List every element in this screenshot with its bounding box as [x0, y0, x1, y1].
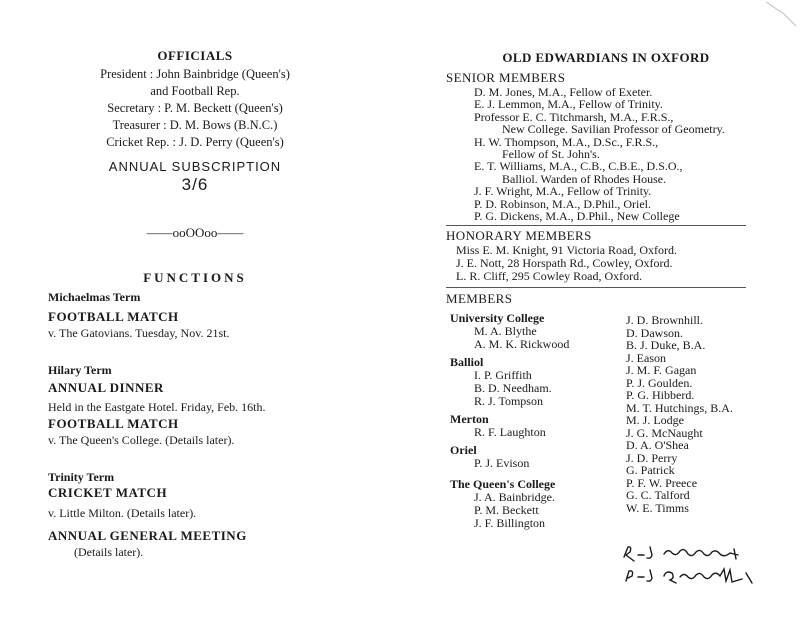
members-by-college	[446, 309, 626, 530]
member-name: B. J. Duke, B.A.	[626, 338, 706, 353]
member-name: G. C. Talford	[626, 488, 690, 503]
member-name: I. P. Griffith	[474, 368, 532, 383]
term-heading: Trinity Term	[48, 470, 115, 484]
subscription-amount: 3/6	[181, 175, 209, 194]
member-name: R. J. Tompson	[474, 394, 543, 409]
senior-member: P. D. Robinson, M.A., D.Phil., Oriel.	[474, 196, 652, 211]
official-secretary: Secretary : P. M. Beckett (Queen's)	[107, 101, 283, 115]
member-name: D. A. O'Shea	[626, 438, 689, 453]
member-name: P. F. W. Preece	[626, 475, 698, 490]
michaelmas-section	[40, 290, 370, 341]
member-name: J. M. F. Gagan	[626, 363, 697, 378]
senior-member: P. G. Dickens, M.A., D.Phil., New College	[474, 209, 680, 224]
member-name: G. Patrick	[626, 463, 675, 478]
member-name: M. J. Lodge	[626, 413, 684, 428]
officials-list	[40, 66, 350, 151]
left-panel	[40, 48, 370, 560]
event-detail: v. The Queen's College. (Details later).	[48, 433, 235, 447]
senior-member: J. F. Wright, M.A., Fellow of Trinity.	[474, 184, 652, 199]
official-president-cont: and Football Rep.	[150, 84, 240, 98]
officials-title: OFFICIALS	[157, 48, 233, 63]
member-name: W. E. Timms	[626, 500, 689, 515]
functions-title: FUNCTIONS	[143, 270, 247, 285]
college-heading: Merton	[450, 412, 489, 427]
member-name: P. J. Evison	[474, 456, 530, 471]
member-name: J. Eason	[626, 350, 666, 365]
honorary-members-heading: HONORARY MEMBERS	[446, 228, 592, 244]
members-heading: MEMBERS	[446, 291, 513, 307]
senior-members-list	[446, 86, 776, 222]
member-name: B. D. Needham.	[474, 381, 552, 396]
member-name: A. M. K. Rickwood	[474, 337, 570, 352]
official-president: President : John Bainbridge (Queen's)	[100, 67, 290, 81]
member-name: J. A. Bainbridge.	[474, 490, 555, 505]
event-detail: v. Little Milton. (Details later).	[48, 506, 197, 520]
term-heading: Hilary Term	[48, 363, 112, 377]
event-title: ANNUAL GENERAL MEETING	[48, 528, 247, 543]
member-name: M. A. Blythe	[474, 324, 537, 339]
page-title: OLD EDWARDIANS IN OXFORD	[502, 50, 710, 65]
divider	[446, 287, 746, 288]
event-title: FOOTBALL MATCH	[48, 309, 179, 324]
senior-member: E. J. Lemmon, M.A., Fellow of Trinity.	[474, 97, 663, 112]
trinity-section	[40, 470, 370, 560]
members-columns	[446, 309, 776, 569]
member-name: P. M. Beckett	[474, 503, 539, 518]
official-treasurer: Treasurer : D. M. Bows (B.N.C.)	[112, 118, 278, 132]
subscription-label: ANNUAL SUBSCRIPTION	[108, 159, 282, 174]
event-title: CRICKET MATCH	[48, 485, 168, 500]
senior-member: D. M. Jones, M.A., Fellow of Exeter.	[474, 85, 653, 99]
divider	[446, 225, 746, 226]
official-cricket-rep: Cricket Rep. : J. D. Perry (Queen's)	[106, 135, 284, 149]
college-heading: University College	[450, 311, 545, 326]
event-detail: (Details later).	[74, 545, 144, 559]
college-heading: Oriel	[450, 443, 477, 458]
member-name: M. T. Hutchings, B.A.	[626, 400, 733, 415]
senior-member: H. W. Thompson, M.A., D.Sc., F.R.S., Fellow of St. John's.	[474, 134, 659, 162]
member-name: J. F. Billington	[474, 516, 546, 531]
event-title: ANNUAL DINNER	[48, 380, 164, 395]
member-name: P. G. Hibberd.	[626, 388, 695, 403]
member-name: J. D. Brownhill.	[626, 313, 704, 328]
event-detail: v. The Gatovians. Tuesday, Nov. 21st.	[48, 326, 230, 340]
college-heading: Balliol	[450, 355, 484, 370]
members-continued	[626, 314, 786, 514]
event-title: FOOTBALL MATCH	[48, 416, 179, 431]
honorary-member: L. R. Cliff, 295 Cowley Road, Oxford.	[456, 268, 643, 283]
honorary-member: Miss E. M. Knight, 91 Victoria Road, Oxford.	[456, 243, 678, 258]
member-name: D. Dawson.	[626, 325, 683, 340]
member-name: J. G. McNaught	[626, 425, 703, 440]
honorary-members-list	[456, 244, 776, 282]
member-name: P. J. Goulden.	[626, 375, 693, 390]
senior-members-heading: SENIOR MEMBERS	[446, 70, 566, 85]
handwritten-annotation	[620, 543, 770, 593]
term-heading: Michaelmas Term	[48, 290, 141, 304]
honorary-member: J. E. Nott, 28 Horspath Rd., Cowley, Oxford.	[456, 256, 673, 271]
hilary-section	[40, 363, 370, 448]
college-heading: The Queen's College	[450, 477, 556, 492]
member-name: J. D. Perry	[626, 450, 678, 465]
ornament-divider: ——ooOOoo——	[146, 225, 244, 240]
scan-artifact	[760, 0, 800, 30]
member-name: R. F. Laughton	[474, 425, 546, 440]
senior-member: E. T. Williams, M.A., C.B., C.B.E., D.S.O., Balliol. Warden of Rhodes House.	[474, 159, 683, 186]
right-panel	[446, 50, 776, 569]
event-detail: Held in the Eastgate Hotel. Friday, Feb. 16th.	[48, 400, 266, 414]
senior-member: Professor E. C. Titchmarsh, M.A., F.R.S., New College. Savilian Professor of Geometry.	[474, 109, 725, 137]
